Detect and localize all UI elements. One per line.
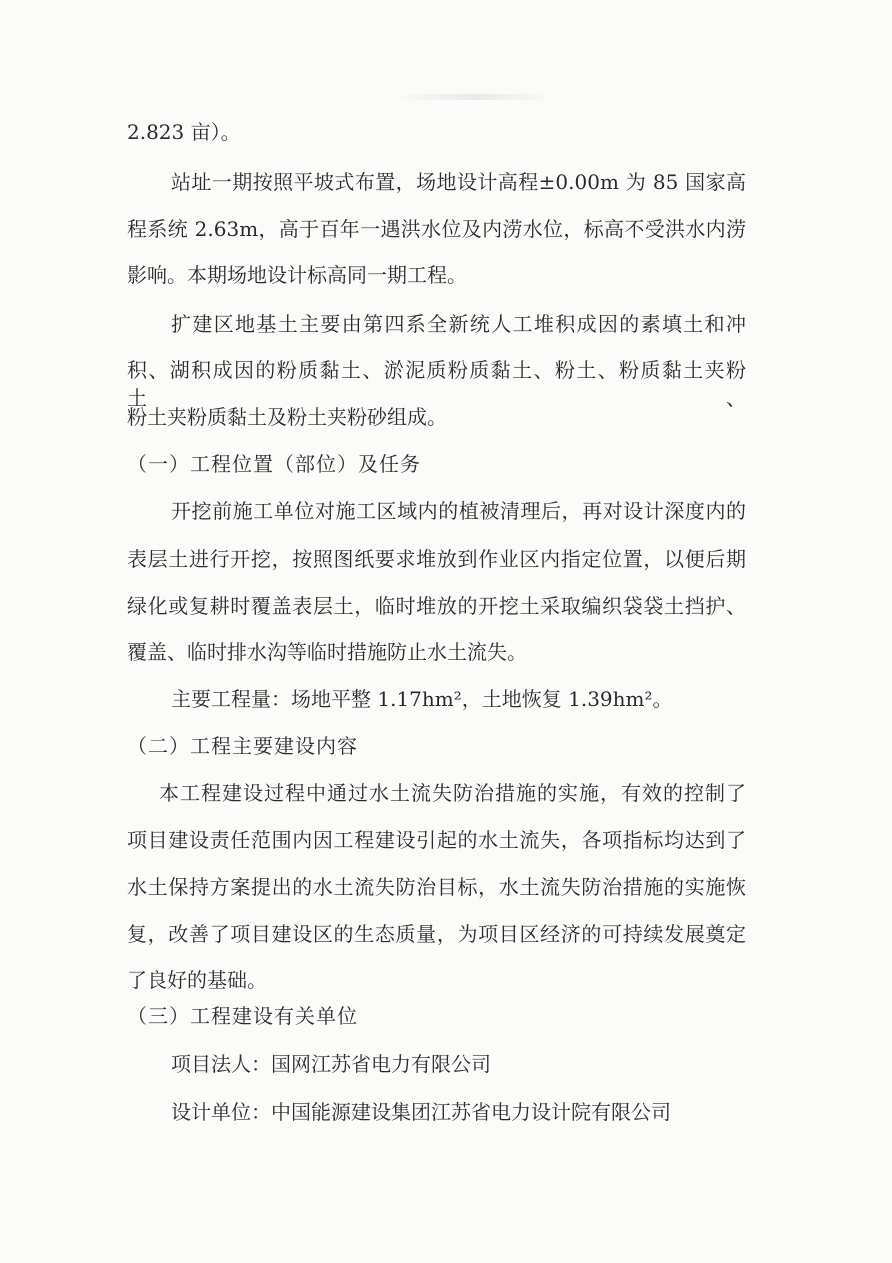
section2-paragraph-line-4: 复，改善了项目建设区的生态质量，为项目区经济的可持续发展奠定 [127,922,746,946]
site-paragraph-line-2: 程系统 2.63m，高于百年一遇洪水位及内涝水位，标高不受洪水内涝 [127,217,746,241]
soil-paragraph-line-1: 扩建区地基土主要由第四系全新统人工堆积成因的素填土和冲 [171,312,746,336]
section1-paragraph-line-2: 表层土进行开挖，按照图纸要求堆放到作业区内指定位置，以便后期 [127,547,746,571]
soil-paragraph-line-2: 积、湖积成因的粉质黏土、淤泥质粉质黏土、粉土、粉质黏土夹粉土、 [127,358,746,410]
section1-paragraph-line-1: 开挖前施工单位对施工区域内的植被清理后，再对设计深度内的 [171,499,746,523]
section2-paragraph-line-5: 了良好的基础。 [127,968,267,992]
section2-paragraph-line-2: 项目建设责任范围内因工程建设引起的水土流失，各项指标均达到了 [127,828,746,852]
site-paragraph-line-3: 影响。本期场地设计标高同一期工程。 [127,263,467,287]
section1-quantities: 主要工程量：场地平整 1.17hm²，土地恢复 1.39hm²。 [171,687,673,711]
section2-heading: （二）工程主要建设内容 [127,734,358,758]
section1-heading: （一）工程位置（部位）及任务 [127,452,421,476]
section2-paragraph-line-1: 本工程建设过程中通过水土流失防治措施的实施，有效的控制了 [159,781,746,805]
site-paragraph-line-1: 站址一期按照平坡式布置，场地设计高程±0.00m 为 85 国家高 [171,170,746,194]
design-unit-line: 设计单位：中国能源建设集团江苏省电力设计院有限公司 [171,1100,671,1124]
continuation-line: 2.823 亩）。 [127,120,241,144]
section2-paragraph-line-3: 水土保持方案提出的水土流失防治目标，水土流失防治措施的实施恢 [127,875,746,899]
section1-paragraph-line-3: 绿化或复耕时覆盖表层土，临时堆放的开挖土采取编织袋袋土挡护、 [127,594,746,618]
soil-paragraph-line-3: 粉土夹粉质黏土及粉土夹粉砂组成。 [127,405,447,429]
section3-heading: （三）工程建设有关单位 [127,1004,358,1028]
section1-paragraph-line-4: 覆盖、临时排水沟等临时措施防止水土流失。 [127,640,527,664]
scan-artifact [395,94,555,100]
legal-person-line: 项目法人：国网江苏省电力有限公司 [171,1052,491,1076]
